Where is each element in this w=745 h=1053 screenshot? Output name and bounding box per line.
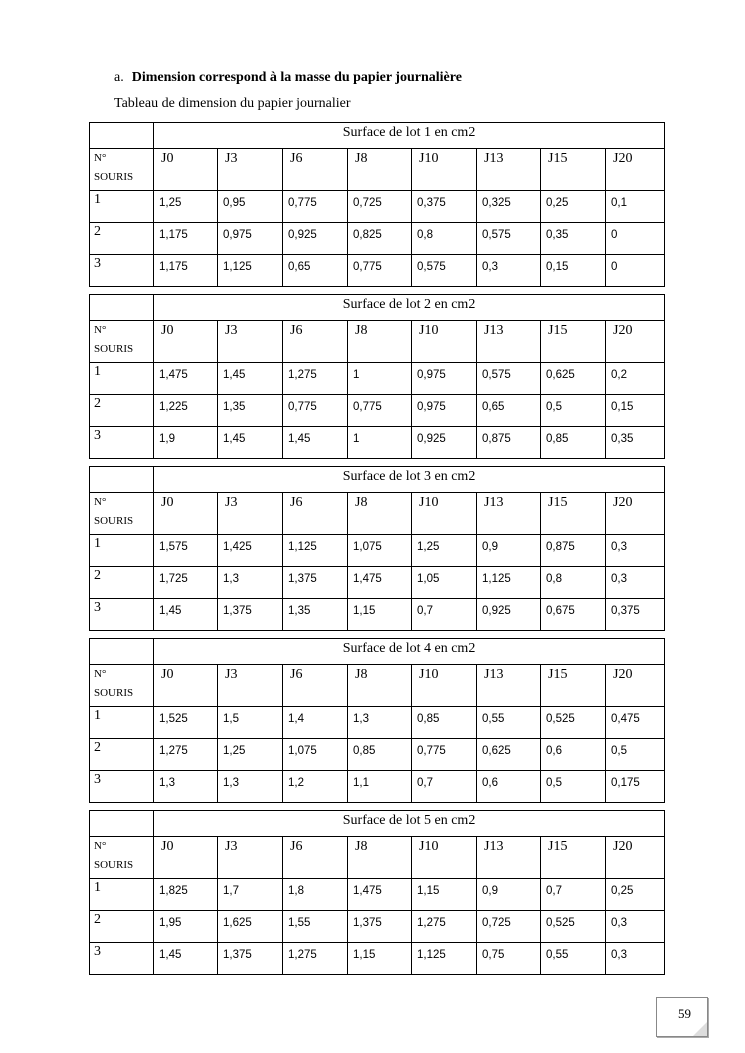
souris-header [90, 321, 154, 363]
table-cell: 1,45 [283, 427, 348, 459]
day-header: J6 [283, 149, 348, 191]
table-cell: 0,775 [412, 739, 477, 771]
souris-number: 2 [90, 395, 154, 427]
table-cell: 0,975 [412, 363, 477, 395]
day-header: J3 [218, 665, 283, 707]
table-caption: Tableau de dimension du papier journalier [114, 96, 351, 111]
day-header: J0 [154, 665, 218, 707]
table-cell: 1,275 [283, 943, 348, 975]
table-row [90, 599, 665, 631]
table-cell: 0,525 [541, 707, 606, 739]
table-cell: 0,775 [348, 395, 412, 427]
table-cell: 1 [348, 427, 412, 459]
souris-number: 3 [90, 771, 154, 803]
table-cell: 1,575 [154, 535, 218, 567]
table-cell: 1,375 [218, 599, 283, 631]
table-cell: 1,3 [218, 567, 283, 599]
table-cell: 0,5 [541, 395, 606, 427]
data-table [89, 294, 665, 459]
table-row [90, 255, 665, 287]
table-cell: 0,3 [606, 567, 665, 599]
table-cell: 1,725 [154, 567, 218, 599]
table-cell: 1,275 [412, 911, 477, 943]
day-header: J8 [348, 837, 412, 879]
souris-header [90, 665, 154, 707]
table-cell: 1,3 [218, 771, 283, 803]
day-header: J15 [541, 149, 606, 191]
table-cell: 0 [606, 255, 665, 287]
souris-number: 2 [90, 567, 154, 599]
table-cell: 1,45 [218, 427, 283, 459]
table-cell: 1,475 [154, 363, 218, 395]
table-cell: 0,575 [412, 255, 477, 287]
table-cell: 1,125 [477, 567, 541, 599]
souris-header-line2: SOURIS [94, 687, 134, 699]
table-cell: 0,775 [283, 395, 348, 427]
day-header: J13 [477, 493, 541, 535]
day-header: J3 [218, 149, 283, 191]
table-cell: 0,9 [477, 535, 541, 567]
table-cell: 0,9 [477, 879, 541, 911]
table-row [90, 567, 665, 599]
table-cell: 0,6 [541, 739, 606, 771]
table-cell: 1,275 [283, 363, 348, 395]
table-cell: 0,925 [477, 599, 541, 631]
day-header: J8 [348, 149, 412, 191]
corner-cell [90, 467, 154, 493]
table-cell: 0,725 [477, 911, 541, 943]
day-header: J8 [348, 665, 412, 707]
table-row [90, 771, 665, 803]
table-cell: 0,575 [477, 363, 541, 395]
souris-number: 3 [90, 943, 154, 975]
table-cell: 1,25 [218, 739, 283, 771]
souris-number: 1 [90, 707, 154, 739]
table-cell: 0,65 [477, 395, 541, 427]
page-number: 59 [678, 1006, 691, 1021]
table-cell: 0,875 [477, 427, 541, 459]
table-cell: 1,45 [154, 599, 218, 631]
souris-header-line2: SOURIS [94, 343, 134, 355]
day-header: J6 [283, 321, 348, 363]
table-cell: 0 [606, 223, 665, 255]
table-cell: 0,625 [541, 363, 606, 395]
table-cell: 1,125 [283, 535, 348, 567]
table-cell: 0,8 [412, 223, 477, 255]
table-cell: 0,975 [218, 223, 283, 255]
day-header: J20 [606, 665, 665, 707]
table-cell: 1,9 [154, 427, 218, 459]
surface-table-lot-1 [89, 122, 664, 287]
souris-header-line2: SOURIS [94, 171, 134, 183]
table-cell: 0,35 [541, 223, 606, 255]
table-cell: 1,45 [154, 943, 218, 975]
souris-header [90, 149, 154, 191]
table-cell: 0,85 [348, 739, 412, 771]
page-number-box [656, 997, 708, 1037]
table-cell: 0,5 [606, 739, 665, 771]
table-row [90, 739, 665, 771]
day-header: J15 [541, 837, 606, 879]
table-cell: 1,175 [154, 255, 218, 287]
souris-number: 1 [90, 879, 154, 911]
page-curl-icon [693, 1022, 707, 1036]
table-cell: 1,15 [412, 879, 477, 911]
day-header: J0 [154, 493, 218, 535]
souris-header-line2: SOURIS [94, 859, 134, 871]
table-cell: 0,325 [477, 191, 541, 223]
table-row [90, 535, 665, 567]
table-cell: 1,125 [412, 943, 477, 975]
souris-number: 2 [90, 739, 154, 771]
table-cell: 0,95 [218, 191, 283, 223]
table-cell: 1,3 [348, 707, 412, 739]
table-cell: 0,3 [606, 535, 665, 567]
table-cell: 1,7 [218, 879, 283, 911]
table-title: Surface de lot 2 en cm2 [154, 295, 665, 321]
day-header: J10 [412, 149, 477, 191]
table-row [90, 395, 665, 427]
table-cell: 1,3 [154, 771, 218, 803]
table-cell: 1,25 [412, 535, 477, 567]
day-header: J13 [477, 321, 541, 363]
section-letter: a. [114, 70, 124, 85]
table-cell: 0,525 [541, 911, 606, 943]
table-row [90, 879, 665, 911]
day-header: J0 [154, 837, 218, 879]
table-cell: 1,55 [283, 911, 348, 943]
day-header: J6 [283, 493, 348, 535]
table-cell: 1,45 [218, 363, 283, 395]
table-cell: 1,825 [154, 879, 218, 911]
table-cell: 0,15 [606, 395, 665, 427]
table-cell: 1,075 [283, 739, 348, 771]
surface-table-lot-5 [89, 810, 664, 975]
table-title: Surface de lot 4 en cm2 [154, 639, 665, 665]
day-header: J20 [606, 493, 665, 535]
table-cell: 1,125 [218, 255, 283, 287]
table-cell: 0,775 [348, 255, 412, 287]
day-header: J13 [477, 837, 541, 879]
day-header: J3 [218, 493, 283, 535]
data-table [89, 638, 665, 803]
day-header: J13 [477, 665, 541, 707]
corner-cell [90, 123, 154, 149]
day-header: J8 [348, 321, 412, 363]
table-cell: 0,675 [541, 599, 606, 631]
table-cell: 1,2 [283, 771, 348, 803]
table-cell: 0,625 [477, 739, 541, 771]
table-cell: 0,925 [283, 223, 348, 255]
souris-header [90, 837, 154, 879]
souris-number: 1 [90, 191, 154, 223]
day-header: J10 [412, 321, 477, 363]
table-cell: 1,35 [218, 395, 283, 427]
table-cell: 0,7 [412, 771, 477, 803]
day-header: J13 [477, 149, 541, 191]
table-cell: 0,65 [283, 255, 348, 287]
souris-number: 1 [90, 363, 154, 395]
table-row [90, 223, 665, 255]
table-cell: 0,975 [412, 395, 477, 427]
surface-table-lot-2 [89, 294, 664, 459]
day-header: J0 [154, 321, 218, 363]
day-header: J6 [283, 837, 348, 879]
table-cell: 1,1 [348, 771, 412, 803]
table-cell: 0,55 [477, 707, 541, 739]
table-cell: 0,175 [606, 771, 665, 803]
table-cell: 0,575 [477, 223, 541, 255]
table-cell: 0,25 [541, 191, 606, 223]
table-cell: 1,375 [283, 567, 348, 599]
day-header: J6 [283, 665, 348, 707]
table-cell: 1,525 [154, 707, 218, 739]
table-cell: 1,95 [154, 911, 218, 943]
table-cell: 0,25 [606, 879, 665, 911]
data-table [89, 466, 665, 631]
table-cell: 0,375 [412, 191, 477, 223]
day-header: J3 [218, 837, 283, 879]
table-cell: 0,85 [541, 427, 606, 459]
table-cell: 1,4 [283, 707, 348, 739]
day-header: J10 [412, 665, 477, 707]
table-row [90, 911, 665, 943]
souris-number: 1 [90, 535, 154, 567]
souris-header-line1: N° [94, 840, 107, 852]
table-cell: 1,8 [283, 879, 348, 911]
souris-header-line1: N° [94, 324, 107, 336]
day-header: J20 [606, 149, 665, 191]
table-cell: 0,8 [541, 567, 606, 599]
table-row [90, 943, 665, 975]
day-header: J15 [541, 493, 606, 535]
souris-number: 2 [90, 223, 154, 255]
table-cell: 0,925 [412, 427, 477, 459]
table-cell: 1,275 [154, 739, 218, 771]
table-title: Surface de lot 5 en cm2 [154, 811, 665, 837]
surface-table-lot-3 [89, 466, 664, 631]
souris-header [90, 493, 154, 535]
table-cell: 0,85 [412, 707, 477, 739]
day-header: J10 [412, 837, 477, 879]
table-cell: 0,5 [541, 771, 606, 803]
corner-cell [90, 639, 154, 665]
souris-number: 2 [90, 911, 154, 943]
table-row [90, 191, 665, 223]
table-cell: 0,6 [477, 771, 541, 803]
souris-header-line2: SOURIS [94, 515, 134, 527]
table-cell: 1,475 [348, 879, 412, 911]
table-cell: 1,05 [412, 567, 477, 599]
table-cell: 0,7 [541, 879, 606, 911]
table-cell: 0,7 [412, 599, 477, 631]
table-cell: 1,375 [348, 911, 412, 943]
table-cell: 0,55 [541, 943, 606, 975]
day-header: J15 [541, 321, 606, 363]
table-cell: 0,825 [348, 223, 412, 255]
table-cell: 0,3 [606, 943, 665, 975]
table-row [90, 363, 665, 395]
table-cell: 1,225 [154, 395, 218, 427]
table-cell: 1 [348, 363, 412, 395]
day-header: J20 [606, 321, 665, 363]
table-cell: 1,475 [348, 567, 412, 599]
table-title: Surface de lot 3 en cm2 [154, 467, 665, 493]
data-table [89, 810, 665, 975]
table-cell: 1,35 [283, 599, 348, 631]
corner-cell [90, 811, 154, 837]
data-table [89, 122, 665, 287]
day-header: J0 [154, 149, 218, 191]
souris-number: 3 [90, 255, 154, 287]
table-cell: 1,625 [218, 911, 283, 943]
table-cell: 1,075 [348, 535, 412, 567]
day-header: J10 [412, 493, 477, 535]
table-cell: 0,15 [541, 255, 606, 287]
table-cell: 1,25 [154, 191, 218, 223]
table-cell: 0,775 [283, 191, 348, 223]
souris-header-line1: N° [94, 668, 107, 680]
surface-table-lot-4 [89, 638, 664, 803]
souris-number: 3 [90, 427, 154, 459]
table-cell: 0,35 [606, 427, 665, 459]
souris-header-line1: N° [94, 152, 107, 164]
table-row [90, 707, 665, 739]
table-cell: 0,75 [477, 943, 541, 975]
section-heading [114, 70, 462, 86]
table-cell: 0,3 [477, 255, 541, 287]
day-header: J8 [348, 493, 412, 535]
corner-cell [90, 295, 154, 321]
table-cell: 0,1 [606, 191, 665, 223]
table-cell: 1,375 [218, 943, 283, 975]
table-cell: 0,3 [606, 911, 665, 943]
table-cell: 0,475 [606, 707, 665, 739]
table-cell: 0,725 [348, 191, 412, 223]
souris-header-line1: N° [94, 496, 107, 508]
day-header: J3 [218, 321, 283, 363]
table-cell: 1,5 [218, 707, 283, 739]
section-title: Dimension correspond à la masse du papier journalière [131, 70, 462, 85]
day-header: J15 [541, 665, 606, 707]
table-cell: 1,15 [348, 599, 412, 631]
table-title: Surface de lot 1 en cm2 [154, 123, 665, 149]
table-cell: 0,375 [606, 599, 665, 631]
table-cell: 0,875 [541, 535, 606, 567]
souris-number: 3 [90, 599, 154, 631]
table-cell: 1,15 [348, 943, 412, 975]
table-row [90, 427, 665, 459]
table-cell: 1,425 [218, 535, 283, 567]
day-header: J20 [606, 837, 665, 879]
table-cell: 1,175 [154, 223, 218, 255]
table-cell: 0,2 [606, 363, 665, 395]
